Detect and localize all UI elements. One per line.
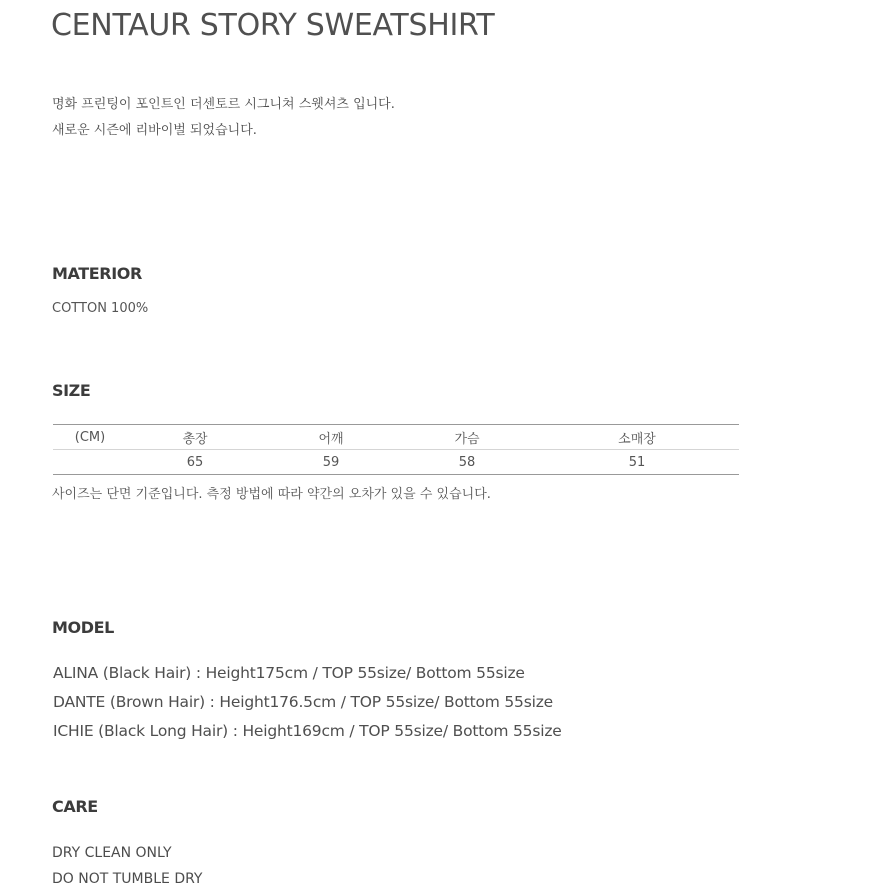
model-line: ICHIE (Black Long Hair) : Height169cm / TOP 55size/ Bottom 55size bbox=[53, 722, 562, 740]
description-line: 새로운 시즌에 리바이벌 되었습니다. bbox=[52, 123, 257, 138]
size-unit-header: (CM) bbox=[74, 429, 106, 445]
description-line: 명화 프린팅이 포인트인 더센토르 시그니쳐 스웻셔츠 입니다. bbox=[52, 97, 395, 112]
size-table bbox=[53, 424, 739, 475]
care-line: DRY CLEAN ONLY bbox=[52, 845, 172, 861]
size-note: 사이즈는 단면 기준입니다. 측정 방법에 따라 약간의 오차가 있을 수 있습니다. bbox=[52, 487, 491, 502]
size-cell: 58 bbox=[458, 454, 476, 470]
size-cell: 59 bbox=[322, 454, 340, 470]
size-cell bbox=[53, 450, 127, 475]
size-cell: 65 bbox=[186, 454, 204, 470]
material-value: COTTON 100% bbox=[52, 301, 149, 316]
care-line: DO NOT TUMBLE DRY bbox=[52, 871, 203, 887]
size-column-header: 가슴 bbox=[454, 431, 480, 447]
size-table-header-row bbox=[53, 425, 739, 450]
care-heading: CARE bbox=[52, 797, 98, 816]
model-heading: MODEL bbox=[52, 618, 114, 637]
product-title: CENTAUR STORY SWEATSHIRT bbox=[51, 8, 495, 43]
material-heading: MATERIOR bbox=[52, 264, 142, 283]
model-line: DANTE (Brown Hair) : Height176.5cm / TOP 55size/ Bottom 55size bbox=[53, 693, 553, 711]
size-column-header: 총장 bbox=[182, 431, 208, 447]
size-column-header: 어깨 bbox=[318, 431, 344, 447]
size-heading: SIZE bbox=[52, 381, 91, 400]
size-cell: 51 bbox=[628, 454, 646, 470]
model-line: ALINA (Black Hair) : Height175cm / TOP 55size/ Bottom 55size bbox=[53, 664, 525, 682]
table-row bbox=[53, 450, 739, 475]
size-column-header: 소매장 bbox=[618, 431, 656, 447]
